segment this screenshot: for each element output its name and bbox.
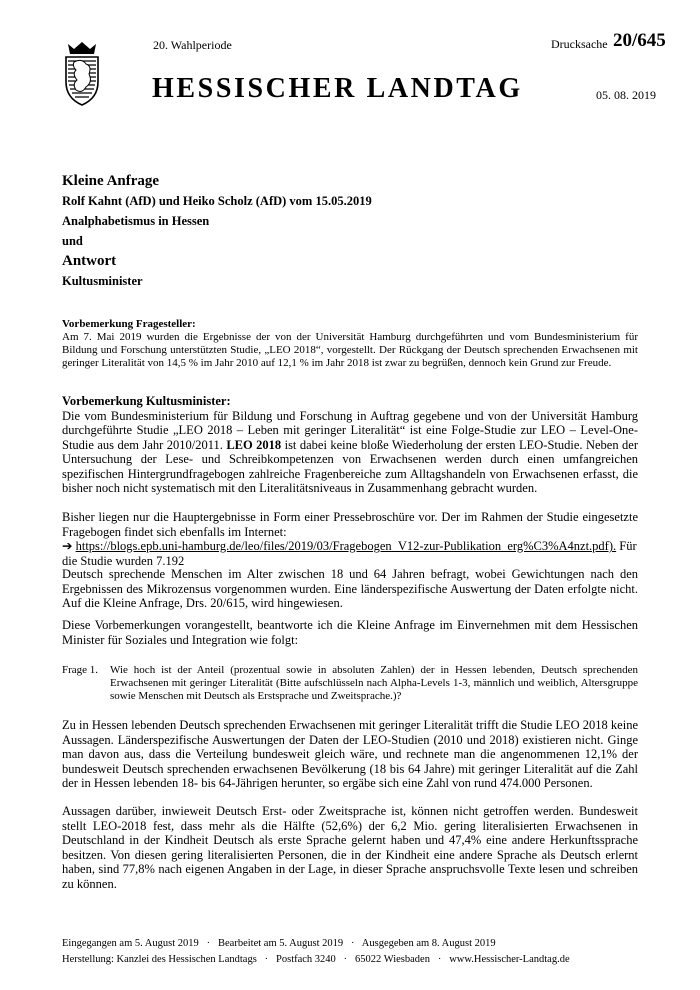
answer-1-paragraph-2: Aussagen darüber, inwieweit Deutsch Erst- oder Zweitsprache ist, können nicht getroffen werden. Bundesweit stellt LEO-2018 fest, dass mehr als die Hälfte (52,6%) der 6,2 Mio. gering literalisierten Erwachsenen in Deutschland in der Kindheit Deutsch als erste Sprache gelernt haben und 47,4% eine andere Herkunftssprache besitzen. Von diesen gering literalisierten Personen, die in der Kindheit eine andere Sprache als Deutsch erlernt haben, sind 77,8% nach eigenen Angaben in der Lage, in dieser Sprache anspruchsvolle Texte lesen und schreiben zu können. xyxy=(62,804,638,891)
document-title: HESSISCHER LANDTAG xyxy=(152,73,523,104)
link-line xyxy=(62,539,638,568)
ministry-line: Kultusminister xyxy=(62,274,143,288)
hessen-crest-icon xyxy=(62,40,102,107)
heading-block xyxy=(62,171,372,291)
topic-line: Analphabetismus in Hessen xyxy=(62,214,210,228)
kleine-anfrage-heading: Kleine Anfrage xyxy=(62,173,160,189)
footer-publisher: Herstellung: Kanzlei des Hessischen Landtags · Postfach 3240 · 65022 Wiesbaden · www.Hessischer-Landtag.de xyxy=(62,954,570,965)
authors-line: Rolf Kahnt (AfD) und Heiko Scholz (AfD) vom 15.05.2019 xyxy=(62,194,372,208)
vorbemerkung-kultusminister xyxy=(62,394,638,496)
results-paragraph xyxy=(62,510,638,568)
vorbemerkung-fragesteller xyxy=(62,318,638,370)
preamble-paragraph: Diese Vorbemerkungen vorangestellt, beantworte ich die Kleine Anfrage im Einvernehmen mit dem Hessischen Minister für Soziales und Integration wie folgt: xyxy=(62,618,638,647)
vorbemerkung-fragesteller-text: Am 7. Mai 2019 wurden die Ergebnisse der von der Universität Hamburg durchgeführten und vom Bundesministerium für Bildung und Forschung unterstützten Studie, „LEO 2018“, vorgestellt. Der Rückgang der Deutsch sprechenden Erwachsenen mit geringer Literalität von 14,5 % im Jahr 2010 auf 12,1 % im Jahr 2018 ist zwar zu begrüßen, dennoch kein Grund zur Freude. xyxy=(62,331,638,369)
footer-dates: Eingegangen am 5. August 2019 · Bearbeitet am 5. August 2019 · Ausgegeben am 8. August 2019 xyxy=(62,938,496,949)
antwort-heading: Antwort xyxy=(62,253,117,269)
question-1-label: Frage 1. xyxy=(62,664,99,676)
drucksache-label: Drucksache xyxy=(551,37,608,51)
answer-1-paragraph-1: Zu in Hessen lebenden Deutsch sprechenden Erwachsenen mit geringer Literalität trifft die Studie LEO 2018 keine Aussagen. Länderspezifische Auswertungen der Daten der LEO-Studien (2010 und 2018) existieren nicht. Ginge man davon aus, dass die Verteilung bundesweit gleich wäre, und rechnete man die angenommenen 12,1% der bundesweit Deutsch sprechenden erwachsenen Bevölkerung (18 bis 64 Jahre) mit geringer Literalität auf die Zahl der in Hessen lebenden 18- bis 64-Jährigen herunter, so ergäbe sich eine Zahl von rund 474.000 Personen. xyxy=(62,718,638,790)
link-trailing-text: Für die Studie wurden 7.192 xyxy=(62,539,637,568)
fragebogen-link[interactable]: https://blogs.epb.uni-hamburg.de/leo/files/2019/03/Fragebogen_V12-zur-Publikation_erg%C3%A4nzt.pdf). xyxy=(75,539,617,553)
und-line: und xyxy=(62,234,83,248)
vorbemerkung-kultusminister-title: Vorbemerkung Kultusminister: xyxy=(62,394,231,408)
arrow-icon: ➔ xyxy=(62,539,73,553)
text-part: Die vom Bundesministerium für Bildung und Forschung in Auftrag gegebene und von der Universität Hamburg durchgeführte Studie „LEO 2018 – Leben mit geringer Literalität“ ist eine Folge-Studie zur LEO – Level-One-Studie aus dem Jahr 2010/2011. xyxy=(62,408,638,452)
leo-2018-bold: LEO 2018 xyxy=(226,437,282,452)
text-part: ist dabei keine bloße Wiederholung der ersten LEO-Studie. Neben der Untersuchung der Lese- und Schreibkompetenzen von Erwachsenen werden durch einen umfangreichen spezifischen Hintergrundfragebogen zahlreiche Fragenbereiche zum Alltagshandeln von Erwachsenen erfasst, die bisher noch nicht systematisch mit den Literalitätsniveaus in Zusammenhang gebracht wurden. xyxy=(62,437,638,495)
question-1-text: Wie hoch ist der Anteil (prozentual sowie in absoluten Zahlen) der in Hessen lebenden, Deutsch sprechenden Erwachsenen mit geringer Literalität (Bitte aufschlüsseln nach Alpha-Levels 1-3, männlich und weiblich, Altersgruppe sowie Menschen mit Deutsch als Erstsprache und Zweitsprache.)? xyxy=(110,664,638,702)
drucksache-number: 20/645 xyxy=(613,30,666,51)
wahlperiode: 20. Wahlperiode xyxy=(153,38,232,52)
vorbemerkung-kultusminister-text xyxy=(62,409,638,496)
document-date: 05. 08. 2019 xyxy=(596,88,656,102)
question-1 xyxy=(62,664,638,703)
survey-paragraph: Deutsch sprechende Menschen im Alter zwischen 18 und 64 Jahren befragt, wobei Gewichtungen nach den Ergebnissen des Mikrozensus vorgenommen wurden. Eine länderspezifische Auswertung der Daten erfolgte nicht. Auf die Kleine Anfrage, Drs. 20/615, wird hingewiesen. xyxy=(62,567,638,610)
vorbemerkung-fragesteller-title: Vorbemerkung Fragesteller: xyxy=(62,318,196,330)
results-text: Bisher liegen nur die Hauptergebnisse in Form einer Pressebroschüre vor. Der im Rahmen der Studie eingesetzte Fragebogen findet sich ebenfalls im Internet: xyxy=(62,510,638,539)
